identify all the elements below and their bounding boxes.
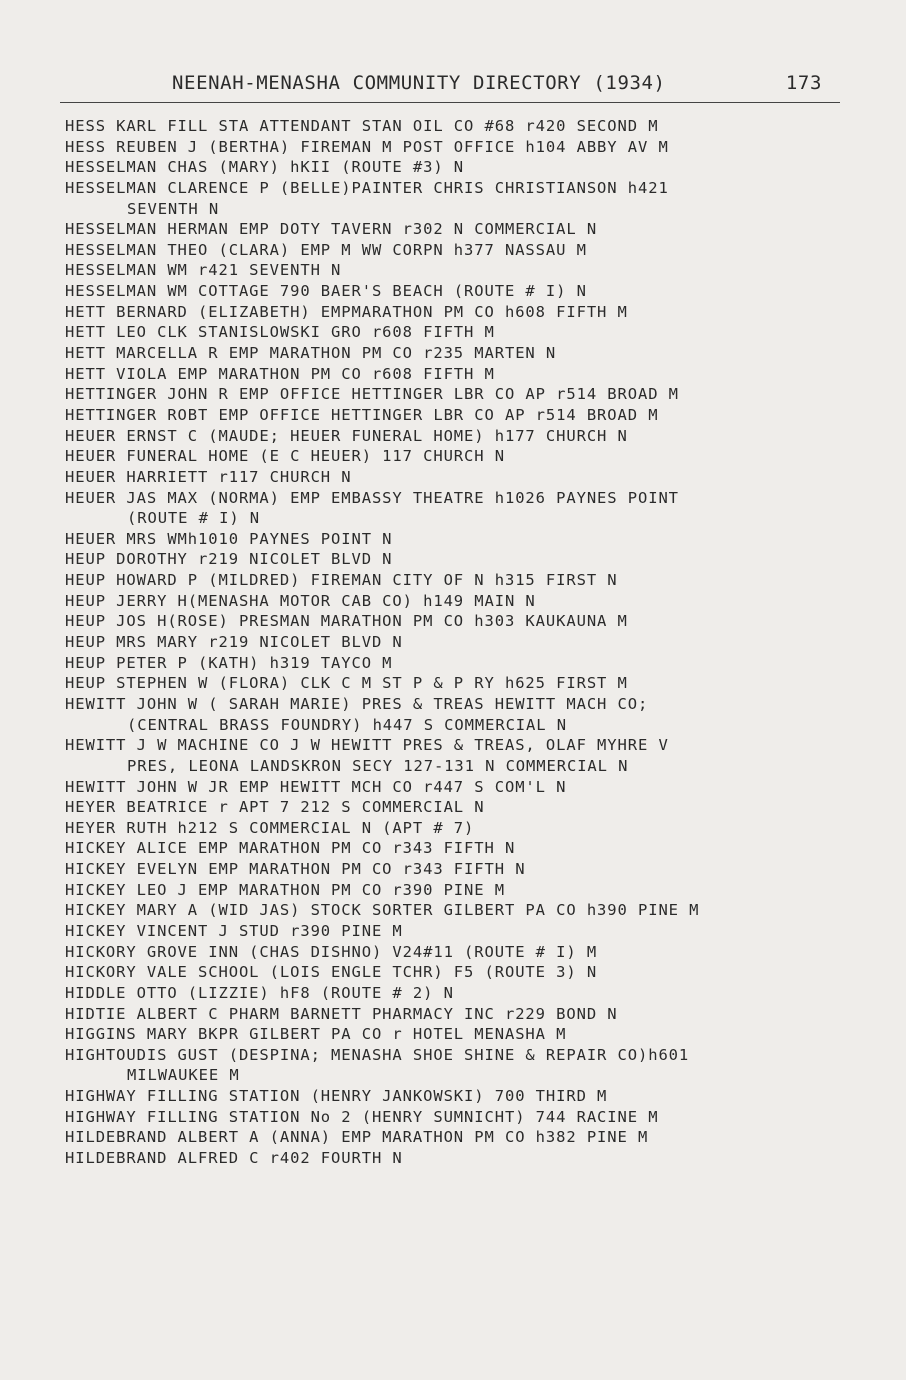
directory-entry: HEUP HOWARD P (MILDRED) FIREMAN CITY OF N h315 FIRST N	[65, 571, 618, 590]
directory-entry: HIGHWAY FILLING STATION No 2 (HENRY SUMNICHT) 744 RACINE M	[65, 1107, 659, 1126]
directory-entry: HEUP DOROTHY r219 NICOLET BLVD N	[65, 550, 393, 569]
directory-entry: HEYER BEATRICE r APT 7 212 S COMMERCIAL N	[65, 798, 485, 817]
directory-entry: HIGHTOUDIS GUST (DESPINA; MENASHA SHOE SHINE & REPAIR CO)h601	[65, 1045, 690, 1064]
directory-entry: HIDDLE OTTO (LIZZIE) hF8 (ROUTE # 2) N	[65, 983, 454, 1002]
directory-entry: HESSELMAN HERMAN EMP DOTY TAVERN r302 N COMMERCIAL N	[65, 220, 598, 239]
directory-entry: HEWITT JOHN W ( SARAH MARIE) PRES & TREAS HEWITT MACH CO;	[65, 694, 649, 713]
directory-entry: HEUER JAS MAX (NORMA) EMP EMBASSY THEATRE h1026 PAYNES POINT	[65, 488, 679, 507]
directory-entry: HESSELMAN CLARENCE P (BELLE)PAINTER CHRIS CHRISTIANSON h421	[65, 178, 669, 197]
directory-entry: HICKORY GROVE INN (CHAS DISHNO) V24#11 (ROUTE # I) M	[65, 942, 598, 961]
directory-entry: HESSELMAN THEO (CLARA) EMP M WW CORPN h377 NASSAU M	[65, 240, 587, 259]
directory-entry: HETT MARCELLA R EMP MARATHON PM CO r235 MARTEN N	[65, 344, 557, 363]
directory-entry: HESSELMAN CHAS (MARY) hKII (ROUTE #3) N	[65, 158, 465, 177]
directory-entry: HICKEY MARY A (WID JAS) STOCK SORTER GILBERT PA CO h390 PINE M	[65, 901, 700, 920]
directory-entry: HETTINGER JOHN R EMP OFFICE HETTINGER LBR CO AP r514 BROAD M	[65, 385, 679, 404]
directory-entry: HEWITT J W MACHINE CO J W HEWITT PRES & TREAS, OLAF MYHRE V	[65, 736, 669, 755]
directory-entry: HEUP JERRY H(MENASHA MOTOR CAB CO) h149 MAIN N	[65, 591, 536, 610]
directory-entry-continuation: PRES, LEONA LANDSKRON SECY 127-131 N COMMERCIAL N	[127, 756, 629, 775]
directory-entry: HILDEBRAND ALBERT A (ANNA) EMP MARATHON PM CO h382 PINE M	[65, 1128, 649, 1147]
directory-entry: HETT VIOLA EMP MARATHON PM CO r608 FIFTH M	[65, 364, 495, 383]
directory-entry: HIDTIE ALBERT C PHARM BARNETT PHARMACY INC r229 BOND N	[65, 1004, 618, 1023]
directory-entry: HESSELMAN WM COTTAGE 790 BAER'S BEACH (ROUTE # I) N	[65, 282, 587, 301]
directory-entry: HICKORY VALE SCHOOL (LOIS ENGLE TCHR) F5 (ROUTE 3) N	[65, 963, 598, 982]
directory-entry: HEUP PETER P (KATH) h319 TAYCO M	[65, 653, 393, 672]
directory-entry: HEUP JOS H(ROSE) PRESMAN MARATHON PM CO h303 KAUKAUNA M	[65, 612, 628, 631]
directory-entry: HESSELMAN WM r421 SEVENTH N	[65, 261, 342, 280]
directory-entry: HEUER HARRIETT r117 CHURCH N	[65, 467, 352, 486]
directory-entry: HETT BERNARD (ELIZABETH) EMPMARATHON PM CO h608 FIFTH M	[65, 302, 628, 321]
directory-entry: HEUP STEPHEN W (FLORA) CLK C M ST P & P RY h625 FIRST M	[65, 674, 628, 693]
directory-entry: HICKEY LEO J EMP MARATHON PM CO r390 PINE M	[65, 880, 505, 899]
directory-entry-continuation: (CENTRAL BRASS FOUNDRY) h447 S COMMERCIAL N	[127, 715, 567, 734]
directory-entry-continuation: SEVENTH N	[127, 199, 220, 218]
directory-entry: HILDEBRAND ALFRED C r402 FOURTH N	[65, 1149, 403, 1168]
page-title: NEENAH-MENASHA COMMUNITY DIRECTORY (1934)	[172, 72, 666, 94]
directory-entry: HEUP MRS MARY r219 NICOLET BLVD N	[65, 633, 403, 652]
page-number: 173	[785, 72, 822, 94]
directory-entry: HETTINGER ROBT EMP OFFICE HETTINGER LBR CO AP r514 BROAD M	[65, 405, 659, 424]
directory-entry: HESS REUBEN J (BERTHA) FIREMAN M POST OFFICE h104 ABBY AV M	[65, 137, 669, 156]
directory-entries	[65, 116, 865, 1169]
directory-entry: HEUER ERNST C (MAUDE; HEUER FUNERAL HOME) h177 CHURCH N	[65, 426, 628, 445]
directory-entry: HICKEY EVELYN EMP MARATHON PM CO r343 FIFTH N	[65, 860, 526, 879]
directory-entry: HICKEY ALICE EMP MARATHON PM CO r343 FIFTH N	[65, 839, 516, 858]
directory-entry-continuation: (ROUTE # I) N	[127, 509, 261, 528]
directory-entry: HIGGINS MARY BKPR GILBERT PA CO r HOTEL MENASHA M	[65, 1025, 567, 1044]
directory-entry: HEWITT JOHN W JR EMP HEWITT MCH CO r447 S COM'L N	[65, 777, 567, 796]
directory-entry-continuation: MILWAUKEE M	[127, 1066, 240, 1085]
directory-entry: HEUER FUNERAL HOME (E C HEUER) 117 CHURCH N	[65, 447, 505, 466]
directory-entry: HETT LEO CLK STANISLOWSKI GRO r608 FIFTH M	[65, 323, 495, 342]
directory-entry: HEYER RUTH h212 S COMMERCIAL N (APT # 7)	[65, 818, 475, 837]
directory-entry: HESS KARL FILL STA ATTENDANT STAN OIL CO #68 r420 SECOND M	[65, 117, 659, 135]
directory-entry: HICKEY VINCENT J STUD r390 PINE M	[65, 921, 403, 940]
page-header	[60, 68, 840, 103]
directory-entry: HEUER MRS WMh1010 PAYNES POINT N	[65, 529, 393, 548]
directory-entry: HIGHWAY FILLING STATION (HENRY JANKOWSKI) 700 THIRD M	[65, 1087, 608, 1106]
